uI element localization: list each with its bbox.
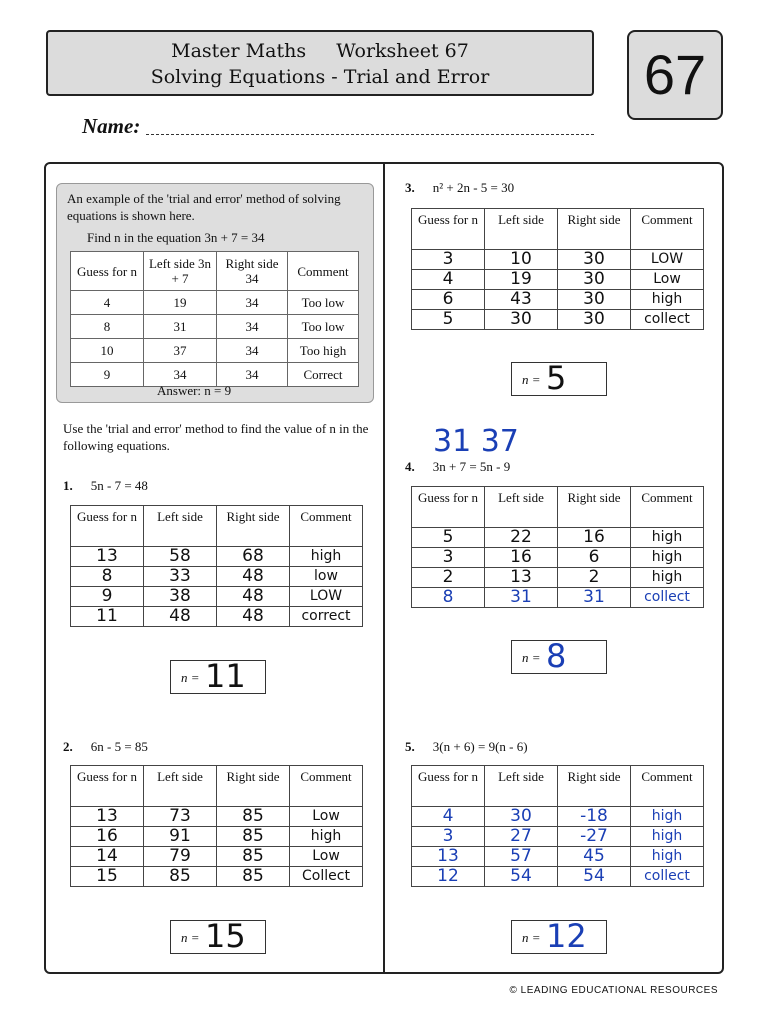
handwritten-cell[interactable]: 57	[485, 847, 558, 867]
table-row	[412, 588, 704, 608]
question-3-label	[405, 180, 514, 196]
handwritten-cell[interactable]: 30	[558, 250, 631, 270]
question-number: 3.	[405, 180, 415, 195]
handwritten-cell[interactable]: 85	[217, 867, 290, 887]
handwritten-cell[interactable]: 4	[412, 807, 485, 827]
question-equation: 5n - 7 = 48	[90, 478, 148, 493]
worksheet-number: 67	[627, 30, 723, 120]
column-header: Guess for n	[71, 506, 144, 547]
answer-value: 15	[205, 917, 246, 955]
example-table	[70, 251, 359, 387]
question-equation: 3(n + 6) = 9(n - 6)	[432, 739, 528, 754]
cell: 4	[71, 291, 144, 315]
name-label: Name:	[82, 114, 141, 138]
example-equation: Find n in the equation 3n + 7 = 34	[87, 230, 265, 245]
table-row	[71, 567, 363, 587]
answer-value: 12	[546, 917, 587, 955]
answer-label: n =	[522, 650, 541, 665]
handwritten-cell[interactable]: 3	[412, 548, 485, 568]
question-5-label	[405, 739, 528, 755]
table-row	[412, 807, 704, 827]
handwritten-cell[interactable]: 48	[217, 567, 290, 587]
table-row	[412, 310, 704, 330]
question-4-label	[405, 459, 510, 475]
handwritten-cell[interactable]: Collect	[290, 867, 363, 887]
cell: 31	[144, 315, 217, 339]
handwritten-cell[interactable]: 5	[412, 528, 485, 548]
handwritten-cell[interactable]: LOW	[290, 587, 363, 607]
name-field-line	[146, 134, 594, 135]
question-number: 2.	[63, 739, 73, 754]
handwritten-cell[interactable]: 13	[71, 807, 144, 827]
question-4-table	[411, 486, 704, 608]
title-box	[46, 30, 594, 96]
question-1-answer-box[interactable]	[170, 657, 266, 695]
column-header: Guess for n	[412, 209, 485, 250]
answer-value: 5	[546, 359, 567, 397]
handwritten-cell[interactable]: 33	[144, 567, 217, 587]
handwritten-cell[interactable]: -18	[558, 807, 631, 827]
column-header: Left side	[485, 487, 558, 528]
handwritten-cell[interactable]: 9	[71, 587, 144, 607]
handwritten-cell[interactable]: 6	[412, 290, 485, 310]
handwritten-cell[interactable]: collect	[631, 867, 704, 887]
handwritten-cell[interactable]: high	[631, 807, 704, 827]
handwritten-cell[interactable]: high	[631, 290, 704, 310]
table-row	[412, 568, 704, 588]
handwritten-cell[interactable]: 14	[71, 847, 144, 867]
table-row	[412, 827, 704, 847]
worksheet-subtitle: Solving Equations - Trial and Error	[150, 66, 490, 88]
column-header: Right side	[217, 766, 290, 807]
example-header: Comment	[288, 252, 359, 291]
answer-value: 8	[546, 637, 567, 675]
column-divider	[383, 162, 385, 974]
column-header: Comment	[631, 766, 704, 807]
answer-label: n =	[181, 930, 200, 945]
column-header: Right side	[558, 209, 631, 250]
handwritten-cell[interactable]: 38	[144, 587, 217, 607]
handwritten-cell[interactable]: 79	[144, 847, 217, 867]
cell: 34	[144, 363, 217, 387]
question-equation: n² + 2n - 5 = 30	[432, 180, 515, 195]
handwritten-scribble: 31 37	[433, 424, 519, 459]
handwritten-cell[interactable]: 16	[558, 528, 631, 548]
table-row	[412, 270, 704, 290]
cell: Too low	[288, 291, 359, 315]
column-header: Left side	[485, 209, 558, 250]
question-number: 4.	[405, 459, 415, 474]
handwritten-cell[interactable]: 91	[144, 827, 217, 847]
question-3-answer-box[interactable]	[511, 359, 607, 397]
handwritten-cell[interactable]: 19	[485, 270, 558, 290]
handwritten-cell[interactable]: -27	[558, 827, 631, 847]
handwritten-cell[interactable]: 12	[412, 867, 485, 887]
column-header: Left side	[485, 766, 558, 807]
handwritten-cell[interactable]: 85	[217, 827, 290, 847]
handwritten-cell[interactable]: Low	[290, 847, 363, 867]
handwritten-cell[interactable]: 13	[412, 847, 485, 867]
handwritten-cell[interactable]: 58	[144, 547, 217, 567]
handwritten-cell[interactable]: high	[631, 568, 704, 588]
handwritten-cell[interactable]: 15	[71, 867, 144, 887]
handwritten-cell[interactable]: 48	[144, 607, 217, 627]
example-box	[56, 183, 374, 403]
handwritten-cell[interactable]: high	[631, 548, 704, 568]
cell: 8	[71, 315, 144, 339]
handwritten-cell[interactable]: Low	[631, 270, 704, 290]
column-header: Right side	[217, 506, 290, 547]
handwritten-cell[interactable]: 10	[485, 250, 558, 270]
handwritten-cell[interactable]: 30	[485, 310, 558, 330]
table-row	[71, 339, 359, 363]
handwritten-cell[interactable]: 3	[412, 827, 485, 847]
answer-label: n =	[181, 670, 200, 685]
question-4-answer-box[interactable]	[511, 637, 607, 675]
table-row	[412, 867, 704, 887]
handwritten-cell[interactable]: 13	[71, 547, 144, 567]
handwritten-cell[interactable]: high	[290, 547, 363, 567]
table-row	[71, 291, 359, 315]
handwritten-cell[interactable]: 22	[485, 528, 558, 548]
cell: Too low	[288, 315, 359, 339]
cell: Correct	[288, 363, 359, 387]
example-header: Right side 34	[217, 252, 288, 291]
handwritten-cell[interactable]: 2	[412, 568, 485, 588]
handwritten-cell[interactable]: collect	[631, 310, 704, 330]
table-row	[412, 847, 704, 867]
example-header: Guess for n	[71, 252, 144, 291]
column-header: Left side	[144, 506, 217, 547]
column-header: Comment	[290, 766, 363, 807]
handwritten-cell[interactable]: 5	[412, 310, 485, 330]
question-1-table	[70, 505, 363, 627]
table-row	[71, 827, 363, 847]
handwritten-cell[interactable]: 6	[558, 548, 631, 568]
question-equation: 3n + 7 = 5n - 9	[432, 459, 511, 474]
worksheet-title: Master Maths Worksheet 67	[171, 40, 469, 62]
handwritten-cell[interactable]: 85	[144, 867, 217, 887]
column-header: Guess for n	[412, 766, 485, 807]
handwritten-cell[interactable]: 16	[485, 548, 558, 568]
question-2-table	[70, 765, 363, 887]
question-2-label	[63, 739, 148, 755]
column-header: Guess for n	[412, 487, 485, 528]
instructions: Use the 'trial and error' method to find the value of n in the following equations.	[63, 421, 369, 453]
question-number: 5.	[405, 739, 415, 754]
column-header: Left side	[144, 766, 217, 807]
handwritten-cell[interactable]: 8	[412, 588, 485, 608]
handwritten-cell[interactable]: 8	[71, 567, 144, 587]
handwritten-cell[interactable]: 27	[485, 827, 558, 847]
handwritten-cell[interactable]: 30	[485, 807, 558, 827]
handwritten-cell[interactable]: 48	[217, 587, 290, 607]
column-header: Guess for n	[71, 766, 144, 807]
handwritten-cell[interactable]: 43	[485, 290, 558, 310]
example-answer: Answer: n = 9	[157, 383, 232, 398]
table-row	[71, 607, 363, 627]
cell: 34	[217, 291, 288, 315]
question-5-table	[411, 765, 704, 887]
table-row	[71, 315, 359, 339]
handwritten-cell[interactable]: high	[290, 827, 363, 847]
example-header: Left side 3n + 7	[144, 252, 217, 291]
handwritten-cell[interactable]: high	[631, 847, 704, 867]
handwritten-cell[interactable]: 85	[217, 807, 290, 827]
cell: 34	[217, 363, 288, 387]
handwritten-cell[interactable]: low	[290, 567, 363, 587]
handwritten-cell[interactable]: 30	[558, 290, 631, 310]
table-row	[71, 547, 363, 567]
handwritten-cell[interactable]: 31	[558, 588, 631, 608]
column-header: Comment	[290, 506, 363, 547]
table-row	[412, 250, 704, 270]
question-1-label	[63, 478, 148, 494]
question-2-answer-box[interactable]	[170, 917, 266, 955]
handwritten-cell[interactable]: 54	[558, 867, 631, 887]
example-intro: An example of the 'trial and error' method of solving equations is shown here.	[67, 191, 341, 223]
handwritten-cell[interactable]: 48	[217, 607, 290, 627]
table-row	[71, 847, 363, 867]
table-row	[71, 807, 363, 827]
cell: 10	[71, 339, 144, 363]
handwritten-cell[interactable]: 3	[412, 250, 485, 270]
handwritten-cell[interactable]: 31	[485, 588, 558, 608]
handwritten-cell[interactable]: Low	[290, 807, 363, 827]
cell: 34	[217, 339, 288, 363]
question-number: 1.	[63, 478, 73, 493]
copyright-footer: © LEADING EDUCATIONAL RESOURCES	[509, 985, 718, 996]
cell: 37	[144, 339, 217, 363]
handwritten-cell[interactable]: collect	[631, 588, 704, 608]
table-row	[412, 528, 704, 548]
handwritten-cell[interactable]: 30	[558, 270, 631, 290]
table-row	[412, 290, 704, 310]
question-equation: 6n - 5 = 85	[90, 739, 148, 754]
column-header: Comment	[631, 487, 704, 528]
cell: 34	[217, 315, 288, 339]
handwritten-cell[interactable]: 16	[71, 827, 144, 847]
answer-value: 11	[205, 657, 246, 695]
handwritten-cell[interactable]: correct	[290, 607, 363, 627]
table-row	[71, 867, 363, 887]
handwritten-cell[interactable]: high	[631, 528, 704, 548]
question-5-answer-box[interactable]	[511, 917, 607, 955]
question-3-table	[411, 208, 704, 330]
column-header: Comment	[631, 209, 704, 250]
handwritten-cell[interactable]: 4	[412, 270, 485, 290]
handwritten-cell[interactable]: 73	[144, 807, 217, 827]
column-header: Right side	[558, 766, 631, 807]
handwritten-cell[interactable]: 45	[558, 847, 631, 867]
handwritten-cell[interactable]: 85	[217, 847, 290, 867]
cell: 9	[71, 363, 144, 387]
cell: 19	[144, 291, 217, 315]
handwritten-cell[interactable]: LOW	[631, 250, 704, 270]
answer-label: n =	[522, 372, 541, 387]
table-row	[71, 587, 363, 607]
handwritten-cell[interactable]: 68	[217, 547, 290, 567]
answer-label: n =	[522, 930, 541, 945]
handwritten-cell[interactable]: high	[631, 827, 704, 847]
handwritten-cell[interactable]: 2	[558, 568, 631, 588]
cell: Too high	[288, 339, 359, 363]
handwritten-cell[interactable]: 11	[71, 607, 144, 627]
column-header: Right side	[558, 487, 631, 528]
handwritten-cell[interactable]: 13	[485, 568, 558, 588]
handwritten-cell[interactable]: 30	[558, 310, 631, 330]
table-row	[412, 548, 704, 568]
handwritten-cell[interactable]: 54	[485, 867, 558, 887]
